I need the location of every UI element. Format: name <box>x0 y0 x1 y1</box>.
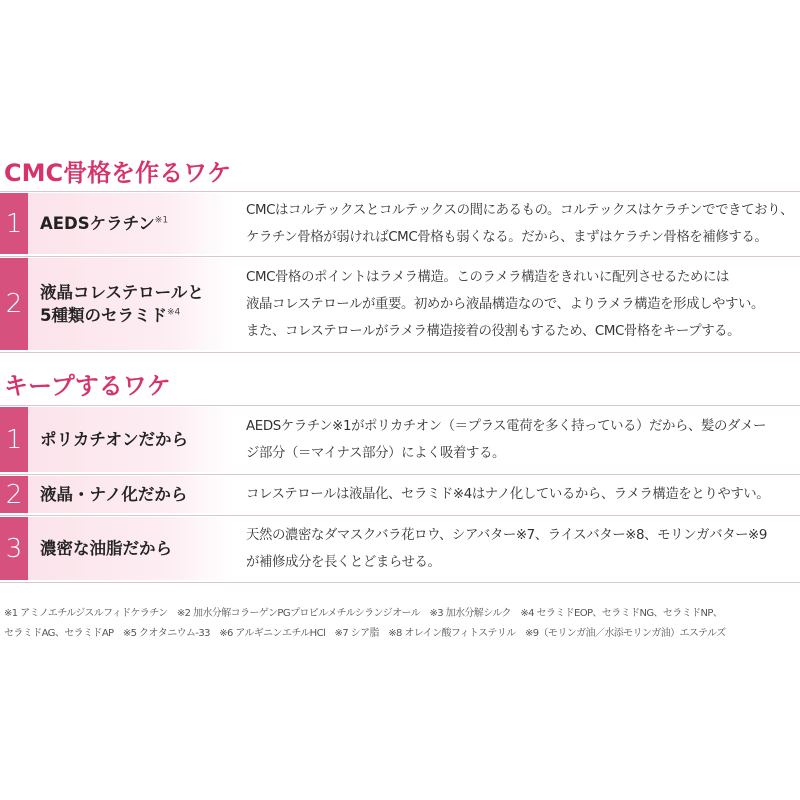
item-label-box <box>28 517 232 580</box>
divider <box>0 405 800 406</box>
item-label-box <box>28 258 232 350</box>
divider <box>0 515 800 516</box>
list-item <box>0 407 800 472</box>
item-number: 2 <box>0 258 28 350</box>
item-description: 天然の濃密なダマスクバラ花ロウ、シアバター※7、ライスバター※8、モリンガバター※9 が補修成分を長くとどまらせる。 <box>246 527 767 570</box>
item-label: 濃密な油脂だから <box>40 539 172 558</box>
list-item <box>0 258 800 350</box>
footnote-line: ※1 アミノエチルジスルフィドケラチン ※2 加水分解コラーゲンPGプロピルメチルシランジオール ※3 加水分解シルク ※4 セラミドEOP、セラミドNG、セラミドNP、 <box>4 608 723 619</box>
item-description: AEDSケラチン※1がポリカチオン（＝プラス電荷を多く持っている）だから、髪のダメー ジ部分（＝マイナス部分）によく吸着する。 <box>246 418 766 461</box>
item-description: コレステロールは液晶化、セラミド※4はナノ化しているから、ラメラ構造をとりやすい。 <box>246 487 770 502</box>
item-number: 2 <box>0 476 28 513</box>
footnotes <box>4 604 800 644</box>
item-label: ポリカチオンだから <box>40 430 189 449</box>
item-label-box <box>28 193 232 254</box>
item-label: 液晶・ナノ化だから <box>40 485 188 504</box>
item-label-box <box>28 407 232 472</box>
item-description: CMCはコルテックスとコルテックスの間にあるもの。コルテックスはケラチンでできており、 ケラチン骨格が弱ければCMC骨格も弱くなる。だから、まずはケラチン骨格を補修する。 <box>246 202 794 245</box>
item-label: 液晶コレステロールと 5種類のセラミド$^{※4}$ <box>40 283 204 325</box>
divider <box>0 474 800 475</box>
divider <box>0 191 800 192</box>
item-description: CMC骨格のポイントはラメラ構造。このラメラ構造をきれいに配列させるためには 液晶コレステロールが重要。初めから液晶構造なので、よりラメラ構造を形成しやすい。 また、コレステロールがラメラ構造接着の役割もするため、CMC骨格をキープする。 <box>246 269 765 339</box>
list-item <box>0 517 800 580</box>
list-item <box>0 193 800 254</box>
item-label: AEDSケラチン$^{※1}$ <box>40 214 169 233</box>
item-number: 1 <box>0 407 28 472</box>
divider <box>0 582 800 583</box>
divider <box>0 352 800 353</box>
item-number: 3 <box>0 517 28 580</box>
item-label-box <box>28 476 232 513</box>
list-item <box>0 476 800 513</box>
section-title-keep: キープするワケ <box>4 372 171 400</box>
item-number: 1 <box>0 193 28 254</box>
footnote-line: セラミドAG、セラミドAP ※5 クオタニウム-33 ※6 アルギニンエチルHCl ※7 シア脂 ※8 オレイン酸フィトステリル ※9（モリンガ油／水添モリンガ油）エステルズ <box>4 628 726 639</box>
divider <box>0 256 800 257</box>
section-title-cmc: CMC骨格を作るワケ <box>4 159 232 187</box>
